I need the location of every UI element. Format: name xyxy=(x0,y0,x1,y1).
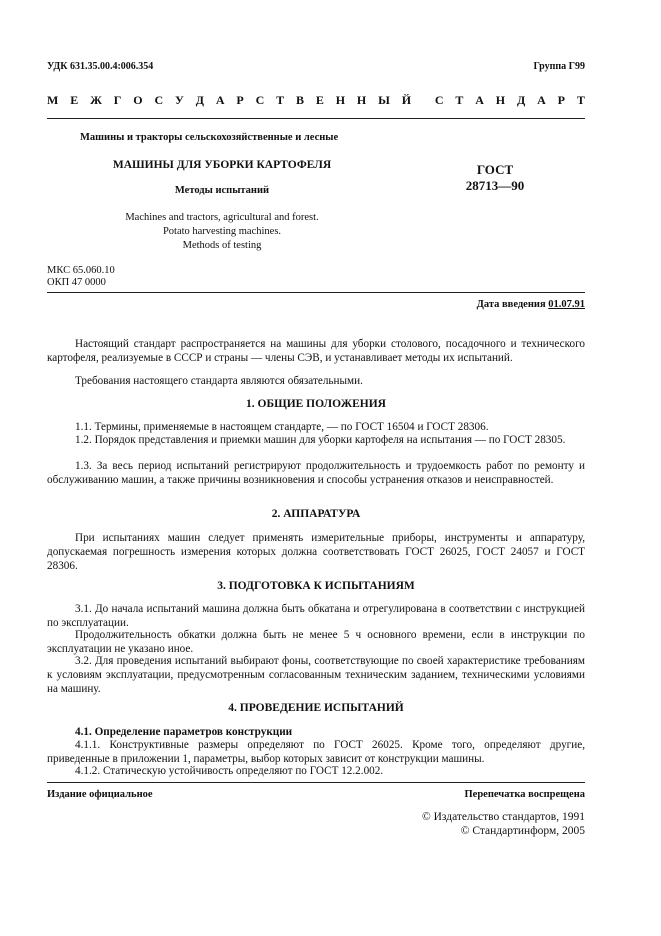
heading-letter: Т xyxy=(455,93,464,107)
clause-1-1: 1.1. Термины, применяемые в настоящем стандарте, — по ГОСТ 16504 и ГОСТ 28306. xyxy=(75,421,489,433)
mandatory-note: Требования настоящего стандарта являются обязательными. xyxy=(75,375,363,387)
footer-divider xyxy=(47,782,585,783)
reprint-prohibited-note: Перепечатка воспрещена xyxy=(464,789,585,800)
heading-letter: Е xyxy=(315,93,324,107)
document-title: МАШИНЫ ДЛЯ УБОРКИ КАРТОФЕЛЯ xyxy=(112,159,332,171)
section-2-title: 2. АППАРАТУРА xyxy=(271,508,361,520)
introduction-date xyxy=(477,299,585,310)
intro-date-label: Дата введения xyxy=(476,299,546,310)
heading-letter: С xyxy=(255,93,265,107)
section-2-paragraph: При испытаниях машин следует применять измерительные приборы, инструменты и аппаратуру, допускаемая погрешность измерения которых должна соответствовать ГОСТ 26025, ГОСТ 24057 и ГОСТ 28306. xyxy=(47,532,585,572)
heading-letter: А xyxy=(475,93,484,107)
intro-date-value: 01.07.91 xyxy=(548,299,585,310)
heading-letter: С xyxy=(154,93,164,107)
heading-letter: Н xyxy=(356,93,367,107)
title-divider xyxy=(47,292,585,293)
heading-letter: Д xyxy=(516,93,526,107)
clause-4-1-1: 4.1.1. Конструктивные размеры определяют по ГОСТ 26025. Кроме того, определяют другие, приведенные в приложении 1, параметры, выбор которых зависит от конструкции машины. xyxy=(47,739,585,765)
heading-letter: В xyxy=(295,93,304,107)
heading-letter: Н xyxy=(335,93,346,107)
heading-letter: У xyxy=(175,93,184,107)
clause-1-3: 1.3. За весь период испытаний регистрируют продолжительность и трудоемкость работ по ремонту и обслуживанию машин, а также причины возникновения и способы устранения отказов и неисправностей. xyxy=(47,460,585,486)
group-code: Группа Г99 xyxy=(533,61,585,72)
section-1-title: 1. ОБЩИЕ ПОЛОЖЕНИЯ xyxy=(246,398,386,410)
clause-4-1-heading: 4.1. Определение параметров конструкции xyxy=(75,726,293,738)
heading-letter: Р xyxy=(557,93,565,107)
heading-letter: Й xyxy=(401,93,412,107)
section-3-title: 3. ПОДГОТОВКА К ИСПЫТАНИЯМ xyxy=(217,580,415,592)
english-title-line-2: Potato harvesting machines. xyxy=(162,226,282,237)
heading-letter: А xyxy=(215,93,225,107)
heading-letter: Н xyxy=(495,93,506,107)
heading-letter: Г xyxy=(113,93,122,107)
section-4-title: 4. ПРОВЕДЕНИЕ ИСПЫТАНИЙ xyxy=(228,702,404,714)
document-subtitle: Методы испытаний xyxy=(174,185,270,196)
clause-1-2: 1.2. Порядок представления и приемки машин для уборки картофеля на испытания — по ГОСТ 28305. xyxy=(75,434,566,446)
heading-letter: Е xyxy=(70,93,79,107)
official-edition-note: Издание официальное xyxy=(47,789,153,800)
heading-letter: Д xyxy=(195,93,204,107)
gost-number: 28713—90 xyxy=(465,178,525,193)
heading-letter: Т xyxy=(276,93,285,107)
clause-3-1-note: Продолжительность обкатки должна быть не менее 5 ч основного времени, если в инструкции по эксплуатации не указано иное. xyxy=(47,629,585,655)
english-title-line-1: Machines and tractors, agricultural and forest. xyxy=(125,212,319,223)
heading-letter: Ы xyxy=(378,93,390,107)
header-divider xyxy=(47,118,585,119)
copyright-2005: © Стандартинформ, 2005 xyxy=(460,825,585,837)
okp-code: ОКП 47 0000 xyxy=(47,277,106,288)
heading-letter: А xyxy=(537,93,546,107)
clause-3-2: 3.2. Для проведения испытаний выбирают фоны, соответствующие по своей характеристике требованиям к условиям эксплуатации, предусмотренным согласованным техническим заданием, техническими условиями на машину. xyxy=(47,655,585,695)
heading-letter: С xyxy=(434,93,444,107)
clause-3-1: 3.1. До начала испытаний машина должна быть обкатана и отрегулирована в соответствии с инструкцией по эксплуатации. xyxy=(47,603,585,629)
category-line: Машины и тракторы сельскохозяйственные и лесные xyxy=(80,132,339,143)
heading-letter: М xyxy=(47,93,59,107)
heading-letter: Р xyxy=(236,93,244,107)
interstate-standard-heading xyxy=(47,93,585,108)
udk-code: УДК 631.35.00.4:006.354 xyxy=(47,61,154,72)
mks-code: МКС 65.060.10 xyxy=(47,265,115,276)
english-title-line-3: Methods of testing xyxy=(182,240,262,251)
gost-label: ГОСТ xyxy=(476,162,514,177)
heading-letter: Ж xyxy=(90,93,102,107)
copyright-1991: © Издательство стандартов, 1991 xyxy=(421,811,585,823)
heading-letter: О xyxy=(133,93,143,107)
intro-paragraph: Настоящий стандарт распространяется на машины для уборки столового, посадочного и технического картофеля, реализуемые в СССР и страны — члены СЭВ, и устанавливает методы их испытаний. xyxy=(47,338,585,364)
clause-4-1-2: 4.1.2. Статическую устойчивость определяют по ГОСТ 12.2.002. xyxy=(75,765,384,777)
heading-letter: Т xyxy=(576,93,585,107)
